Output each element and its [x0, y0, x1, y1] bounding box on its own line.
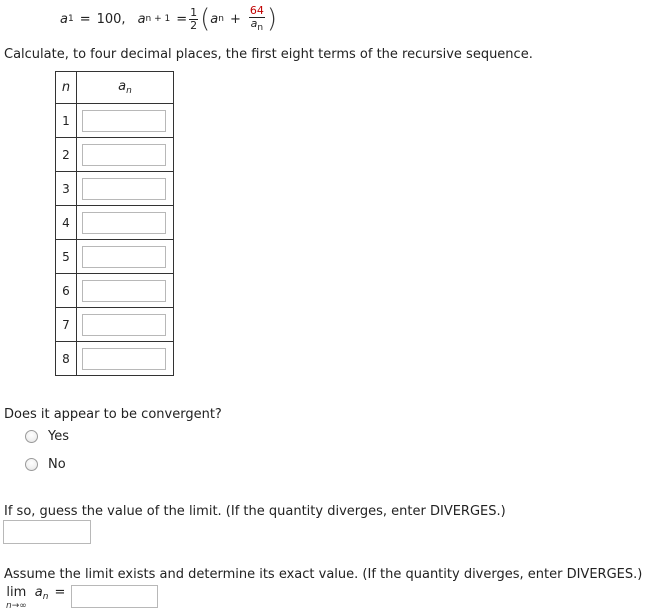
formula-next-sub: n + 1	[145, 14, 171, 24]
term-input-8[interactable]	[82, 348, 166, 370]
row-index: 6	[56, 274, 77, 308]
formula-a1-value: 100,	[96, 11, 126, 27]
header-an-var: a	[118, 79, 127, 94]
header-n: n	[56, 72, 77, 104]
guess-prompt: If so, guess the value of the limit. (If the quantity diverges, enter DIVERGES.)	[4, 504, 506, 519]
guess-limit-input[interactable]	[3, 520, 91, 544]
option-yes-label: Yes	[48, 429, 69, 444]
radio-yes[interactable]	[25, 430, 38, 443]
lim-term-var: a	[34, 585, 43, 600]
half-fraction	[189, 7, 198, 32]
lim-word: lim	[6, 585, 27, 600]
lim-operator	[6, 585, 27, 611]
row-index: 7	[56, 308, 77, 342]
row-index: 3	[56, 172, 77, 206]
limit-expression	[6, 585, 158, 611]
formula-a1-sub: 1	[67, 14, 74, 24]
row-index: 4	[56, 206, 77, 240]
half-numerator: 1	[190, 5, 198, 19]
radio-no[interactable]	[25, 458, 38, 471]
sequence-table	[55, 71, 174, 376]
term-input-3[interactable]	[82, 178, 166, 200]
table-row	[56, 274, 174, 308]
formula-an: a	[210, 11, 219, 27]
half-denominator: 2	[190, 18, 198, 32]
recursive-formula	[60, 4, 277, 34]
assume-prompt: Assume the limit exists and determine its exact value. (If the quantity diverges, enter DIVERGES.)	[4, 567, 643, 582]
table-row	[56, 308, 174, 342]
open-paren: (	[200, 4, 211, 34]
term-input-6[interactable]	[82, 280, 166, 302]
term-input-4[interactable]	[82, 212, 166, 234]
fraction-den-var: a	[250, 16, 258, 30]
table-row	[56, 342, 174, 376]
fraction-den-sub: n	[257, 22, 264, 33]
formula-an-sub: n	[218, 14, 224, 24]
lim-equals: =	[54, 585, 66, 600]
table-row	[56, 138, 174, 172]
term-input-5[interactable]	[82, 246, 166, 268]
lim-subscript: n→∞	[6, 601, 27, 611]
term-input-7[interactable]	[82, 314, 166, 336]
lim-term-sub: n	[42, 592, 49, 602]
row-index: 1	[56, 104, 77, 138]
exact-limit-input[interactable]	[71, 585, 158, 608]
row-index: 2	[56, 138, 77, 172]
table-row	[56, 206, 174, 240]
term-input-2[interactable]	[82, 144, 166, 166]
header-an	[77, 72, 174, 104]
instruction-text: Calculate, to four decimal places, the first eight terms of the recursive sequence.	[4, 47, 533, 62]
convergence-question: Does it appear to be convergent?	[4, 407, 222, 422]
formula-eq2: =	[176, 11, 188, 27]
main-fraction	[249, 5, 265, 34]
formula-a1: a	[60, 11, 68, 27]
fraction-denominator	[251, 18, 263, 34]
header-an-sub: n	[126, 86, 132, 96]
close-paren: )	[266, 4, 278, 34]
table-row	[56, 240, 174, 274]
row-index: 5	[56, 240, 77, 274]
row-index: 8	[56, 342, 77, 376]
lim-term	[35, 585, 49, 605]
fraction-numerator: 64	[249, 3, 264, 17]
table-row	[56, 172, 174, 206]
term-input-1[interactable]	[82, 110, 166, 132]
option-yes[interactable]	[25, 429, 69, 444]
formula-eq1: =	[79, 11, 91, 27]
table-row	[56, 104, 174, 138]
formula-plus: +	[229, 11, 241, 27]
option-no-label: No	[48, 457, 66, 472]
option-no[interactable]	[25, 457, 66, 472]
formula-next-term: a	[137, 11, 146, 27]
